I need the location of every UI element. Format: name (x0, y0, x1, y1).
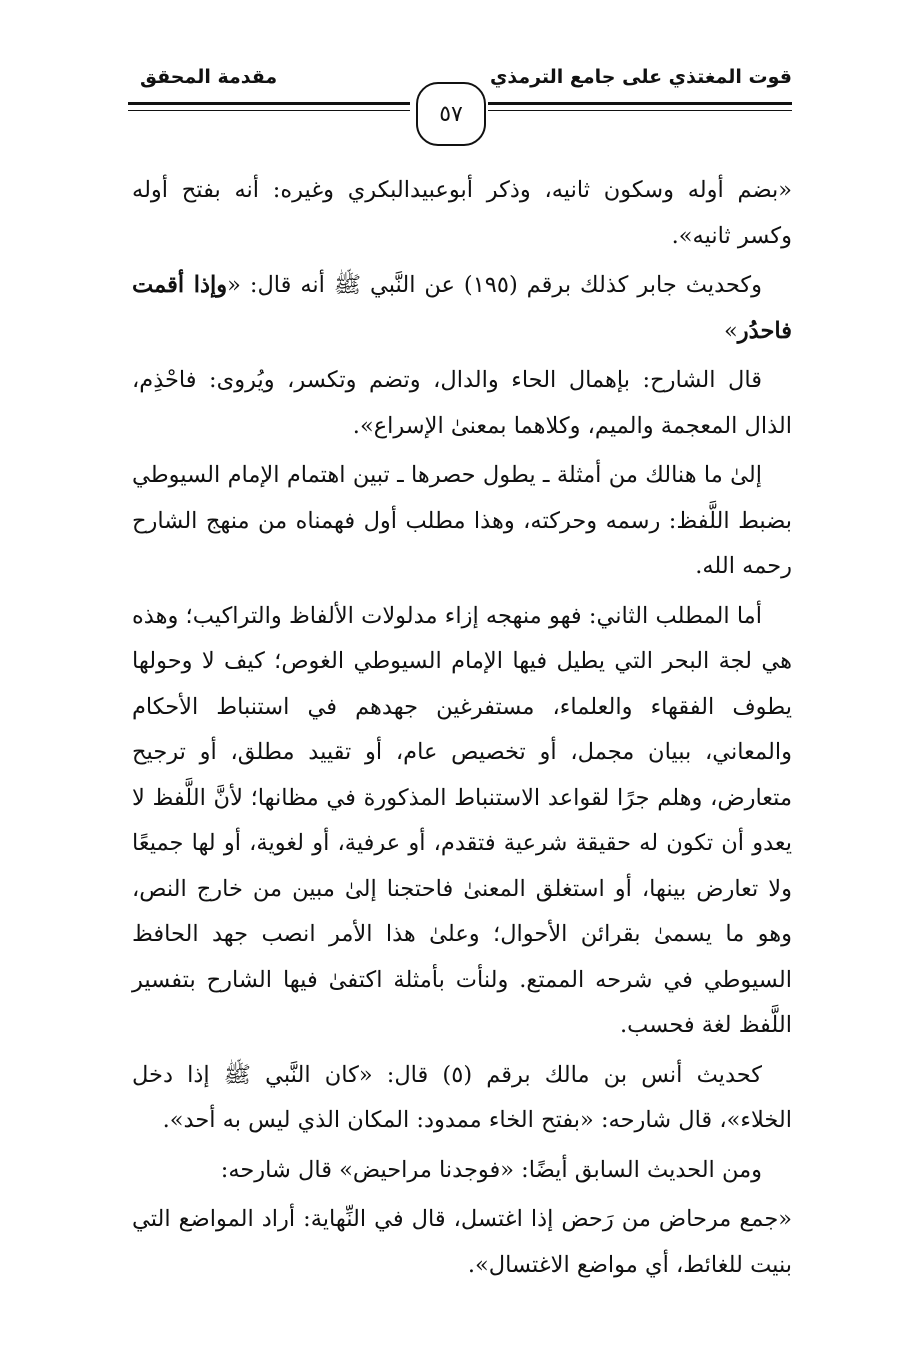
paragraph-6: كحديث أنس بن مالك برقم (٥) قال: «كان النَّبي ﷺ إذا دخل الخلاء»، قال شارحه: «بفتح الخاء ممدود: المكان الذي ليس به أحد». (132, 1061, 792, 1133)
page-header (128, 58, 792, 128)
paragraph-2-text: وكحديث جابر كذلك برقم (١٩٥) عن النَّبي ﷺ أنه قال: « (227, 272, 762, 298)
header-rule-left-thick (128, 102, 410, 105)
header-rule-right-thick (488, 102, 792, 105)
paragraph-4: إلىٰ ما هنالك من أمثلة ـ يطول حصرها ـ تبين اهتمام الإمام السيوطي بضبط اللَّفظ: رسمه وحركته، وهذا مطلب أول فهمناه من منهج الشارح رحمه الله. (132, 462, 792, 579)
paragraph-8: «جمع مرحاض من رَحض إذا اغتسل، قال في النِّهاية: أراد المواضع التي بنيت للغائط، أي مواضع الاغتسال». (132, 1206, 792, 1278)
paragraph-3: قال الشارح: بإهمال الحاء والدال، وتضم وتكسر، ويُروى: فاحْذِم، الذال المعجمة والميم، وكلاهما بمعنىٰ الإسراع». (132, 367, 792, 439)
book-title: قوت المغتذي على جامع الترمذي (489, 66, 792, 88)
paragraph-2 (132, 263, 792, 354)
paragraph-1: «بضم أوله وسكون ثانيه، وذكر أبوعبيدالبكري وغيره: أنه بفتح أوله وكسر ثانيه». (132, 177, 792, 249)
page-number (416, 82, 486, 146)
section-title: مقدمة المحقق (140, 66, 278, 88)
paragraph-5: أما المطلب الثاني: فهو منهجه إزاء مدلولات الألفاظ والتراكيب؛ وهذه هي لجة البحر التي يطيل فيها الإمام السيوطي الغوص؛ كيف لا وحولها يطوف الفقهاء والعلماء، مستفرغين جهدهم في استنباط الأحكام والمعاني، ببيان مجمل، أو تخصيص عام، أو تقييد مطلق، أو ترجيح متعارض، وهلم جرًا لقواعد الاستنباط المذكورة في مظانها؛ لأنَّ اللَّفظ لا يعدو أن تكون له حقيقة شرعية فتقدم، أو عرفية، أو لغوية، أو لها جميعًا ولا تعارض بينها، أو استغلق المعنىٰ فاحتجنا إلىٰ مبين من خارج النص، وهو ما يسمىٰ بقرائن الأحوال؛ وعلىٰ هذا الأمر انصب جهد الحافظ السيوطي في شرحه الممتع. ولنأت بأمثلة اكتفىٰ فيها الشارح بتفسير اللَّفظ لغة فحسب. (132, 602, 792, 1038)
header-rule-left-thin (128, 110, 410, 111)
paragraph-2-quote: وإذا أقمت فاحدُر (132, 272, 792, 344)
paragraph-7: ومن الحديث السابق أيضًا: «فوجدنا مراحيض» قال شارحه: (220, 1156, 762, 1183)
page-body (132, 168, 792, 1292)
paragraph-2-end: » (724, 317, 738, 344)
header-rule-right-thin (488, 110, 792, 111)
page-number-text: ٥٧ (439, 101, 463, 127)
